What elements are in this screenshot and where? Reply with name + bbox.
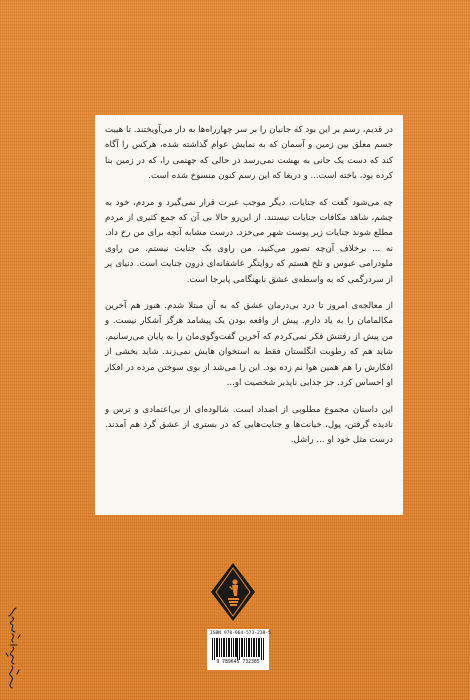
publisher-logo-icon bbox=[210, 562, 256, 622]
blurb-paragraph-2: چه می‌شود گفت که جنایات، دیگر موجب عبرت قرار نمی‌گیرد و مردم، خود به چشم، شاهد مکافات جنایات نیستند. از این‌رو حالا بی آن که جمع کثیری از مردم مطلع شوند جنایات زیر پوست شهر می‌خزد. درست مشابه آنچه برای من رخ داد. نه ... برخلاف آن‌چه تصور می‌کنید، من راوی یک جنایت نیستم. من راوی ملودرامی عبوس و تلخ هستم که روایتگر عاشقانه‌ای درون جنایت است. دنیای پر از سردرگمی که به واسطه‌ی عشق نابهنگامی پابرجا است. bbox=[105, 197, 393, 285]
isbn-number: ISBN 978-964-573-238-5 bbox=[210, 631, 271, 636]
blurb-paragraph-1: در قدیم، رسم بر این بود که جانیان را بر سر چهارراه‌ها به دار می‌آویختند. تا هیبت جسم معلق بین زمین و آسمان که به نمایش عوام گذاشته شده، هرکس را آگاه کند که دست یک جانی به بهشت نمی‌رسد در حالی که جهنمی را، که در زمین بنا کرده بود، باخته است... و دریغا که این رسم کنون منسوخ شده است. bbox=[105, 125, 393, 182]
handwritten-signature-icon bbox=[2, 604, 24, 690]
blurb-text-panel bbox=[95, 115, 403, 515]
barcode-digits: 9 789645 732385 bbox=[216, 660, 260, 665]
barcode-bars bbox=[211, 638, 265, 660]
isbn-barcode bbox=[207, 629, 269, 670]
blurb-paragraph-3: از معالجه‌ی امروز تا درد بی‌درمان عشق که به آن مبتلا شدم. هنوز هم آخرین مکالمامان را به یاد دارم. پیش از واقعه بودن یک پیشامد هرگز آشکار نیست. و من پیش از رفتنش فکر نمی‌کردم که آخرین گفت‌وگوی‌مان را به پایان می‌رسانیم. شاید هم که رطوبت انگلستان فقط به استخوان هایش نمی‌زند. شاید بخشی از افکارش را هم همین هوا نم زده بود. این را می‌شد از بوی سوختن مرده در افکار او احساس کرد. جز جدایی ناپذیر شخصیت او... bbox=[105, 301, 393, 389]
blurb-paragraph-4: این داستان مجموع مطلوبی از اضداد است. شالوده‌ای از بی‌اعتمادی و ترس و نادیده گرفتن، پول، خیانت‌ها و جنایت‌هایی که در بستری از عشق گرد هم آمدند. درست مثل خود او ... راشل. bbox=[105, 404, 393, 446]
